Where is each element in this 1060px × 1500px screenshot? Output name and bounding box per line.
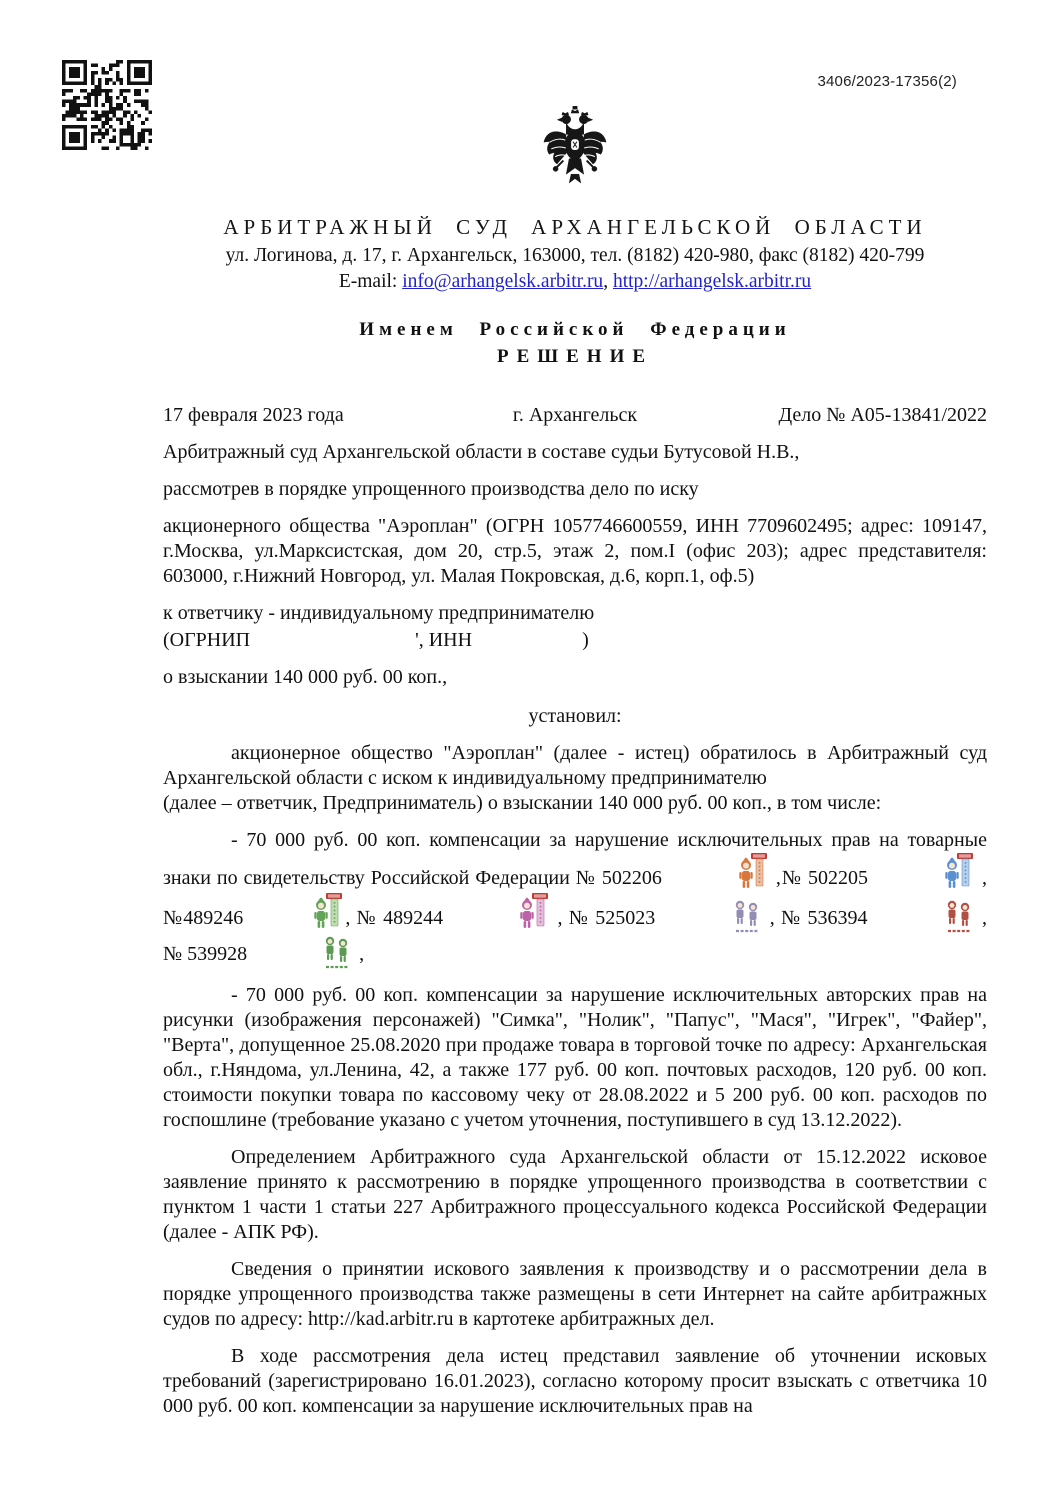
redaction-gap	[250, 645, 415, 646]
paragraph: (ОГРНИП ', ИНН )	[163, 629, 589, 651]
court-name: АРБИТРАЖНЫЙ СУД АРХАНГЕЛЬСКОЙ ОБЛАСТИ	[223, 215, 927, 239]
paragraph: Определением Арбитражного суда Архангельской области от 15.12.2022 исковое заявление принято к рассмотрению в порядке упрощенного производства в соответствии с пунктом 1 части 1 статьи 227 Арбитражного процессуального кодекса Российской Федерации (далее - АПК РФ).	[163, 1146, 987, 1243]
case-city: г. Архангельск	[512, 404, 638, 426]
paragraph: - 70 000 руб. 00 коп. компенсации за нарушение исключительных прав на товарные знаки по свидетельству Российской Федерации № 502206 ,№ 502205 ,№489246 , № 489244 , № 525023 , № 536394 , № 539928 ,	[163, 828, 987, 971]
case-info-line	[163, 403, 987, 428]
paragraph: Сведения о принятии искового заявления к производству и о рассмотрении дела в порядке упрощенного производства также размещены в сети Интернет на сайте арбитражных судов по адресу: http://kad.arbitr.ru в картотеке арбитражных дел.	[163, 1258, 987, 1330]
paragraph: установил:	[528, 705, 622, 727]
trademark-489244-icon	[451, 893, 549, 933]
decision-body	[163, 440, 987, 1419]
court-contacts	[163, 270, 987, 294]
trademark-502206-icon	[670, 853, 768, 893]
trademark-525023-icon	[664, 899, 762, 935]
document-content	[163, 0, 987, 1419]
coat-of-arms-icon	[163, 106, 987, 190]
paragraph: Арбитражный суд Архангельской области в составе судьи Бутусовой Н.В.,	[163, 441, 800, 463]
email-link[interactable]: info@arhangelsk.arbitr.ru	[402, 271, 604, 292]
paragraph: - 70 000 руб. 00 коп. компенсации за нарушение исключительных авторских прав на рисунки (изображения персонажей) "Симка", "Нолик", "Папус", "Мася", "Игрек", "Файер", "Верта", допущенное 25.08.2020 при продаже товара в торговой точке по адресу: Архангельская обл., г.Няндома, ул.Ленина, 42, а также 177 руб. 00 коп. почтовых расходов, 120 руб. 00 коп. стоимости покупки товара по кассовому чеку от 28.08.2022 и 5 200 руб. 00 коп. расходов по госпошлине (требование указано с учетом уточнения, поступившего в суд 13.12.2022).	[163, 984, 987, 1131]
links-separator: ,	[603, 271, 613, 292]
paragraph: акционерного общества "Аэроплан" (ОГРН 1057746600559, ИНН 7709602495; адрес: 109147, г.Москва, ул.Марксистская, дом 20, стр.5, этаж 2, пом.I (офис 203); адрес представителя: 603000, г.Нижний Новгород, ул. Малая Покровская, д.6, корп.1, оф.5)	[163, 515, 987, 587]
qr-code-icon	[62, 60, 152, 150]
paragraph: В ходе рассмотрения дела истец представил заявление об уточнении исковых требований (зарегистрировано 16.01.2023), согласно которому просит взыскать с ответчика 10 000 руб. 00 коп. компенсации за нарушение исключительных прав на	[163, 1345, 987, 1417]
website-link[interactable]: http://arhangelsk.arbitr.ru	[612, 271, 812, 292]
paragraph: к ответчику - индивидуальному предпринимателю	[163, 602, 595, 624]
paragraph: рассмотрев в порядке упрощенного производства дело по иску	[163, 478, 699, 500]
redaction-gap	[772, 783, 987, 784]
email-label: E-mail:	[338, 271, 403, 292]
trademark-536394-icon	[876, 899, 974, 935]
paragraph: акционерное общество "Аэроплан" (далее - истец) обратилось в Арбитражный суд Архангельской области с иском к индивидуальному предпринимателю (далее – ответчик, Предприниматель) о взыскании 140 000 руб. 00 коп., в том числе:	[163, 742, 987, 814]
trademark-489246-icon	[245, 893, 343, 933]
case-number: Дело № А05-13841/2022	[778, 404, 988, 426]
trademark-539928-icon	[254, 935, 352, 971]
decision-date: 17 февраля 2023 года	[163, 404, 344, 426]
trademark-502205-icon	[876, 853, 974, 893]
in-the-name-heading: Именем Российской Федерации	[359, 319, 791, 340]
redaction-gap	[472, 645, 582, 646]
decision-heading: РЕШЕНИЕ	[496, 346, 654, 367]
paragraph: о взыскании 140 000 руб. 00 коп.,	[163, 666, 448, 688]
court-address: ул. Логинова, д. 17, г. Архангельск, 163000, тел. (8182) 420-980, факс (8182) 420-799	[225, 245, 925, 266]
document-number: 3406/2023-17356(2)	[817, 73, 957, 90]
